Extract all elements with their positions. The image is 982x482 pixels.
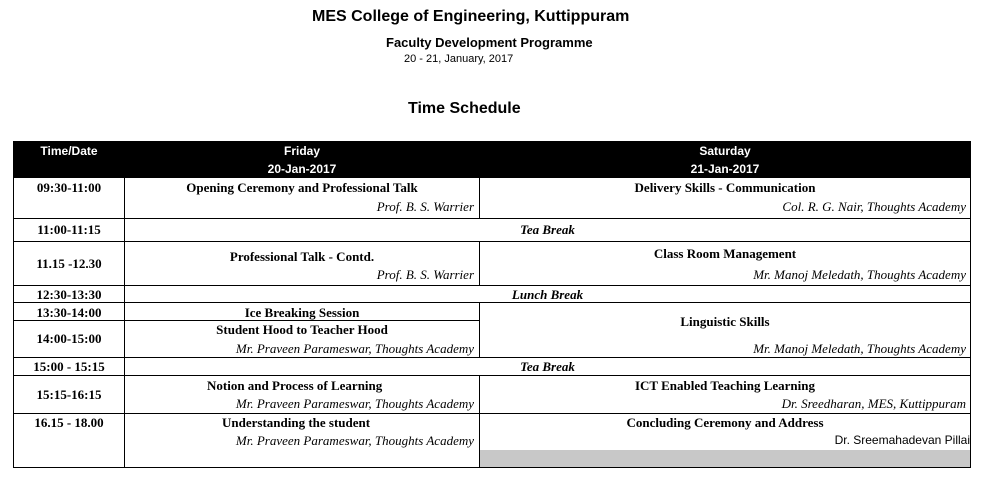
schedule-title: Time Schedule — [408, 100, 521, 117]
hline-7 — [13, 375, 971, 376]
session-title: Opening Ceremony and Professional Talk — [186, 180, 418, 195]
session-title: Class Room Management — [653, 246, 797, 261]
time-cell: 15:00 - 15:15 — [33, 359, 105, 374]
session-speaker: Mr. Praveen Parameswar, Thoughts Academy — [235, 396, 474, 411]
session-title: Concluding Ceremony and Address — [626, 415, 824, 430]
header-friday: Friday — [283, 144, 320, 158]
session-title: Student Hood to Teacher Hood — [216, 322, 388, 337]
header-saturday-date: 21-Jan-2017 — [690, 162, 760, 176]
time-cell: 14:00-15:00 — [36, 331, 102, 346]
session-title: Delivery Skills - Communication — [634, 180, 816, 195]
session-speaker: Dr. Sreemahadevan Pillai — [834, 433, 970, 447]
time-cell: 12:30-13:30 — [36, 287, 102, 302]
time-cell: 11.15 -12.30 — [36, 256, 102, 271]
programme-title: Faculty Development Programme — [386, 35, 593, 50]
header-friday-date: 20-Jan-2017 — [267, 162, 337, 176]
time-cell: 15:15-16:15 — [36, 387, 102, 402]
header-time-date: Time/Date — [40, 144, 98, 158]
time-cell: 09:30-11:00 — [36, 180, 102, 195]
time-cell: 16.15 - 18.00 — [34, 415, 104, 430]
session-speaker: Mr. Praveen Parameswar, Thoughts Academy — [235, 341, 474, 356]
session-title: Notion and Process of Learning — [207, 378, 383, 393]
empty-grey-cell — [480, 450, 971, 468]
session-speaker: Mr. Manoj Meledath, Thoughts Academy — [753, 341, 966, 356]
header-saturday: Saturday — [699, 144, 751, 158]
session-speaker: Mr. Manoj Meledath, Thoughts Academy — [753, 267, 966, 282]
hline-8 — [13, 413, 971, 414]
hline-2 — [13, 241, 971, 242]
session-speaker: Prof. B. S. Warrier — [376, 267, 474, 282]
session-speaker: Prof. B. S. Warrier — [376, 199, 474, 214]
session-title: ICT Enabled Teaching Learning — [634, 378, 815, 393]
border-bottom — [13, 467, 971, 468]
college-title: MES College of Engineering, Kuttippuram — [312, 8, 630, 25]
session-speaker: Dr. Sreedharan, MES, Kuttippuram — [781, 396, 966, 411]
session-title: Linguistic Skills — [680, 314, 770, 329]
programme-dates: 20 - 21, January, 2017 — [404, 53, 514, 65]
hline-3 — [13, 285, 971, 286]
break-label: Lunch Break — [511, 287, 584, 302]
hline-1 — [13, 218, 971, 219]
hline-6 — [13, 357, 971, 358]
session-title: Understanding the student — [222, 415, 371, 430]
break-label: Tea Break — [520, 359, 575, 374]
session-speaker: Col. R. G. Nair, Thoughts Academy — [782, 199, 966, 214]
time-cell: 11:00-11:15 — [37, 222, 101, 237]
session-title: Professional Talk - Contd. — [229, 249, 375, 264]
break-label: Tea Break — [520, 222, 575, 237]
session-speaker: Mr. Praveen Parameswar, Thoughts Academy — [235, 433, 474, 448]
border-right — [970, 141, 971, 468]
time-cell: 13:30-14:00 — [36, 305, 102, 320]
session-title: Ice Breaking Session — [244, 305, 360, 320]
